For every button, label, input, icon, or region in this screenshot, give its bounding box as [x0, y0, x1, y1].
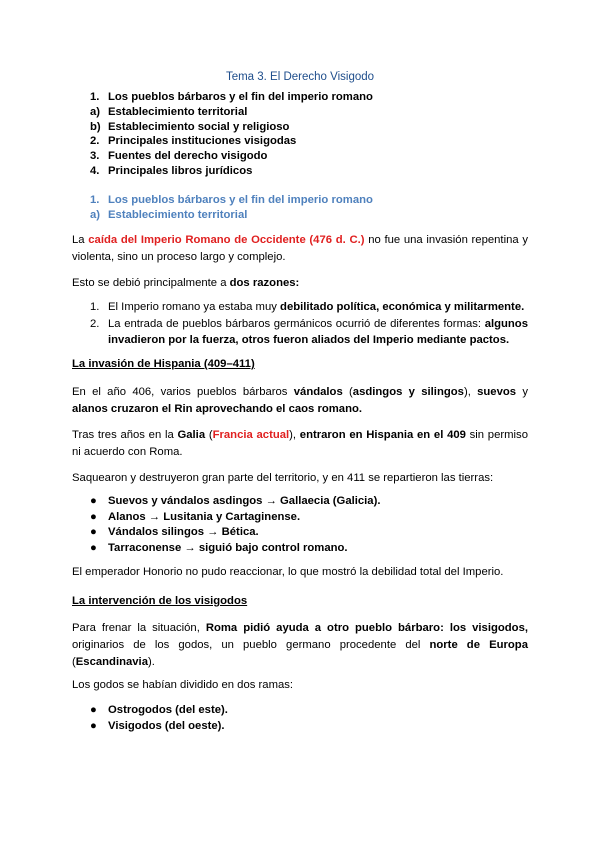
text-run: (	[342, 386, 353, 398]
heading-invasion: La invasión de Hispania (409–411)	[72, 358, 255, 370]
bold-run: algunos invadieron por la fuerza, otros fueron aliados del Imperio mediante pactos.	[108, 317, 528, 346]
bullet-icon: ●	[90, 541, 97, 554]
paragraph-galia	[72, 427, 528, 461]
toc-item	[90, 134, 373, 149]
text-run: Tras tres años en la	[72, 429, 178, 441]
text-run: no fue una invasión repentina y violenta, sino un proceso largo y complejo.	[72, 234, 528, 263]
reason-marker: 2.	[90, 317, 100, 330]
list-item-text: Alanos → Lusitania y Cartaginense.	[108, 510, 301, 523]
text-run: La entrada de pueblos bárbaros germánicos ocurrió de diferentes formas:	[108, 317, 485, 330]
toc-text: Principales instituciones visigodas	[108, 135, 297, 148]
bullet-icon: ●	[90, 495, 97, 507]
text-run: y	[516, 386, 528, 398]
table-of-contents	[90, 90, 373, 179]
toc-marker: b)	[90, 120, 101, 133]
bold-run: vándalos	[293, 386, 343, 398]
text-run: Esto se debió principalmente a	[72, 277, 230, 289]
bold-run: asdingos y silingos	[352, 386, 464, 398]
list-item	[90, 541, 381, 557]
bold-run: Roma pidió ayuda a otro pueblo bárbaro: los visigodos,	[205, 622, 528, 634]
reason-marker: 1.	[90, 301, 100, 313]
toc-text: Fuentes del derecho visigodo	[108, 150, 268, 163]
toc-text: Establecimiento social y religioso	[108, 120, 290, 133]
section-text: Establecimiento territorial	[108, 208, 248, 221]
text-run: El Imperio romano ya estaba muy	[108, 301, 281, 313]
section-text: Los pueblos bárbaros y el fin del imperio romano	[108, 194, 373, 206]
toc-item	[90, 164, 373, 179]
text-run: ),	[463, 386, 478, 398]
text-run: ).	[147, 656, 155, 668]
text-run: Para frenar la situación,	[72, 622, 206, 634]
toc-item	[90, 149, 373, 164]
section-heading	[90, 193, 373, 223]
bullet-icon: ●	[90, 526, 97, 538]
bold-run: Escandinavia	[75, 656, 148, 668]
section-heading-item	[90, 193, 373, 208]
bullet-icon: ●	[90, 510, 97, 523]
bold-run: dos razones:	[229, 277, 300, 289]
branches-list	[90, 703, 228, 734]
bold-run: suevos	[477, 386, 517, 398]
toc-marker: 3.	[90, 150, 100, 163]
bold-run: norte de Europa	[429, 639, 528, 651]
page-title: Tema 3. El Derecho Visigodo	[225, 71, 375, 83]
bullet-icon: ●	[90, 704, 97, 716]
toc-item	[90, 120, 373, 135]
text-run: (	[205, 429, 213, 441]
list-item	[90, 494, 381, 510]
toc-marker: 4.	[90, 164, 100, 177]
paragraph-razones	[72, 275, 528, 292]
paragraph-saquearon: Saquearon y destruyeron gran parte del territorio, y en 411 se repartieron las tierras:	[72, 472, 494, 484]
text-run: ),	[289, 429, 300, 441]
highlight-francia: Francia actual	[212, 429, 290, 441]
paragraph-roma	[72, 620, 528, 671]
text-run: originarios de los godos, un pueblo germano procedente del	[72, 639, 430, 651]
reason-item	[90, 299, 528, 316]
heading-visigodos: La intervención de los visigodos	[72, 595, 248, 607]
toc-text: Los pueblos bárbaros y el fin del imperio romano	[108, 91, 373, 103]
list-item-text: Ostrogodos (del este).	[108, 704, 228, 716]
section-marker: a)	[90, 208, 101, 221]
toc-marker: 1.	[90, 91, 100, 103]
text-run: La	[72, 234, 89, 246]
reason-item	[90, 316, 528, 349]
toc-marker: 2.	[90, 135, 100, 148]
section-marker: 1.	[90, 194, 100, 206]
text-run: En el año 406, varios pueblos bárbaros	[72, 386, 294, 398]
paragraph-ramas: Los godos se habían dividido en dos ramas:	[72, 679, 294, 691]
territory-list	[90, 494, 381, 556]
list-item-text: Tarraconense → siguió bajo control romano.	[108, 541, 348, 554]
toc-text: Principales libros jurídicos	[108, 164, 253, 177]
list-item	[90, 510, 381, 526]
bold-run: debilitado política, económica y militarmente.	[280, 301, 525, 313]
paragraph-caida	[72, 232, 528, 266]
bold-run: Galia	[177, 429, 206, 441]
list-item-text: Visigodos (del oeste).	[108, 719, 225, 732]
list-item-text: Suevos y vándalos asdingos → Gallaecia (Galicia).	[108, 495, 381, 507]
highlight-caida: caída del Imperio Romano de Occidente (476 d. C.)	[88, 234, 365, 246]
bold-run: entraron en Hispania en el 409	[299, 429, 466, 441]
list-item	[90, 525, 381, 541]
bullet-icon: ●	[90, 719, 97, 732]
toc-text: Establecimiento territorial	[108, 105, 248, 118]
list-item	[90, 703, 228, 719]
list-item-text: Vándalos silingos → Bética.	[108, 526, 259, 538]
section-heading-item	[90, 208, 373, 223]
toc-item	[90, 90, 373, 105]
reasons-list	[90, 299, 528, 349]
bold-run: alanos cruzaron el Rin aprovechando el caos romano.	[72, 403, 363, 415]
list-item	[90, 719, 228, 735]
toc-marker: a)	[90, 105, 101, 118]
text-run: (	[72, 656, 76, 668]
text-run: sin permiso ni acuerdo con Roma.	[72, 429, 528, 458]
paragraph-honorio: El emperador Honorio no pudo reaccionar, lo que mostró la debilidad total del Imperio.	[72, 566, 504, 578]
paragraph-406	[72, 384, 528, 418]
toc-item	[90, 105, 373, 120]
